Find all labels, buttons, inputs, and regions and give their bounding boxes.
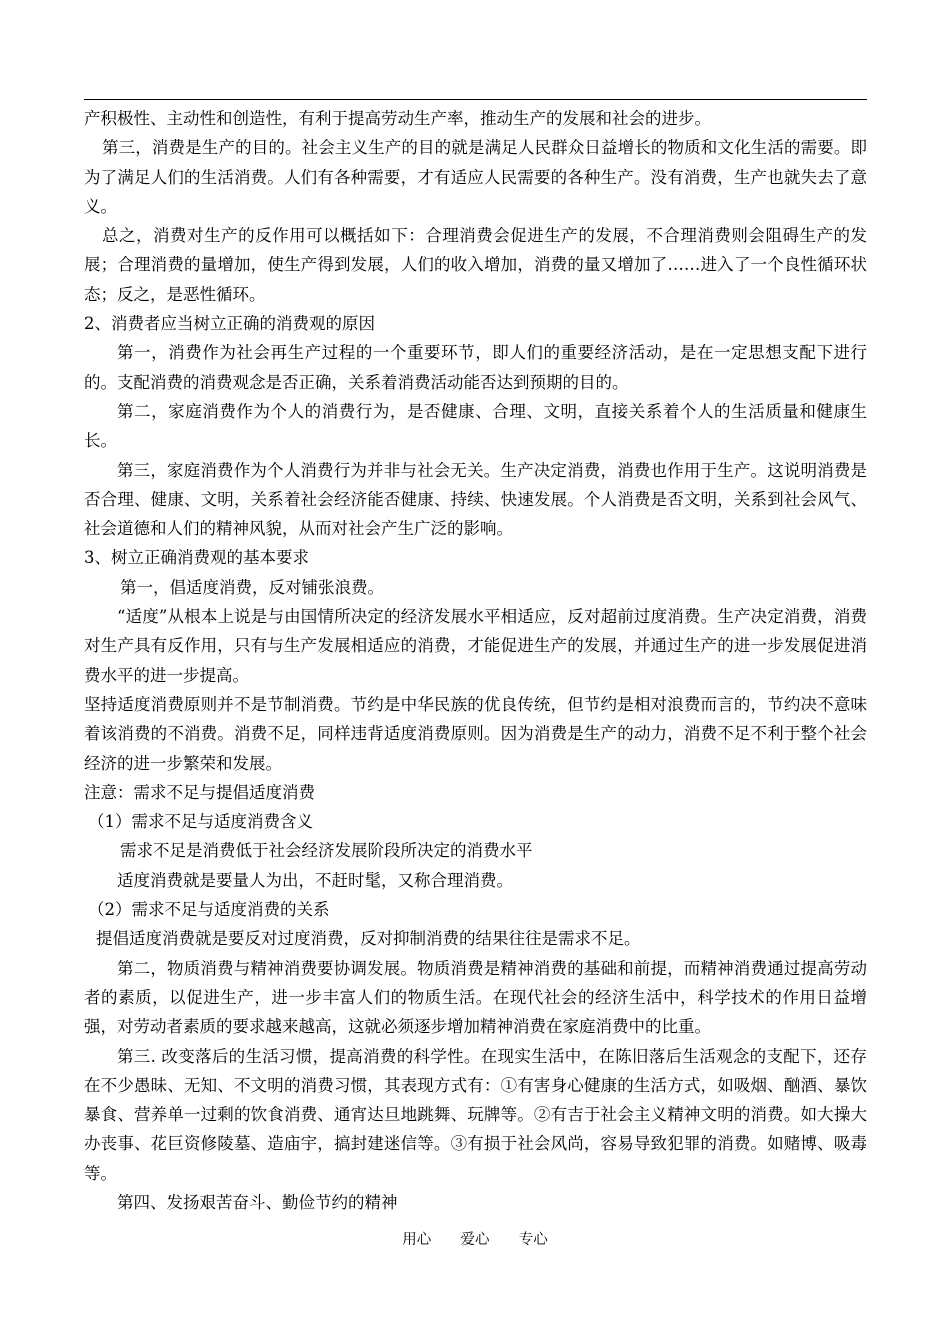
note-heading: 注意：需求不足与提倡适度消费 (84, 782, 315, 802)
document-body (84, 104, 867, 1217)
paragraph: 需求不足是消费低于社会经济发展阶段所决定的消费水平 (120, 841, 533, 861)
section-heading: 2、消费者应当树立正确的消费观的原因 (84, 314, 375, 334)
paragraph: 第一，消费作为社会再生产过程的一个重要环节，即人们的重要经济活动，是在一定思想支配下进行的。支配消费的消费观念是否正确，关系着消费活动能否达到预期的目的。 (84, 343, 867, 392)
paragraph: 第三. 改变落后的生活习惯，提高消费的科学性。在现实生活中，在陈旧落后生活观念的支配下，还存在不少愚昧、无知、不文明的消费习惯，其表现方式有：①有害身心健康的生活方式，如吸烟、酗酒、暴饮暴食、营养单一过剩的饮食消费、通宵达旦地跳舞、玩牌等。②有吉于社会主义精神文明的消费。如大操大办丧事、花巨资修陵墓、造庙宇，搞封建迷信等。③有损于社会风尚，容易导致犯罪的消费。如赌博、吸毒等。 (84, 1046, 867, 1183)
paragraph: 适度消费就是要量人为出，不赶时髦，又称合理消费。 (117, 870, 513, 890)
header-rule (84, 99, 867, 100)
paragraph: 第三，家庭消费作为个人消费行为并非与社会无关。生产决定消费，消费也作用于生产。这说明消费是否合理、健康、文明，关系着社会经济能否健康、持续、快速发展。个人消费是否文明，关系到社会风气、社会道德和人们的精神风貌，从而对社会产生广泛的影响。 (84, 460, 867, 539)
sub-heading: （1）需求不足与适度消费含义 (88, 812, 313, 832)
paragraph: 第四、发扬艰苦奋斗、勤俭节约的精神 (117, 1192, 398, 1212)
page-footer: 用心 爱心 专心 (402, 1232, 548, 1248)
paragraph: 第二，物质消费与精神消费要协调发展。物质消费是精神消费的基础和前提，而精神消费通过提高劳动者的素质，以促进生产，进一步丰富人们的物质生活。在现代社会的经济生活中，科学技术的作用日益增强，对劳动者素质的要求越来越高，这就必须逐步增加精神消费在家庭消费中的比重。 (84, 958, 867, 1037)
sub-heading: （2）需求不足与适度消费的关系 (88, 900, 330, 920)
paragraph: 坚持适度消费原则并不是节制消费。节约是中华民族的优良传统，但节约是相对浪费而言的，节约决不意味着该消费的不消费。消费不足，同样违背适度消费原则。因为消费是生产的动力，消费不足不利于整个社会经济的进一步繁荣和发展。 (84, 694, 867, 773)
section-heading: 3、树立正确消费观的基本要求 (84, 548, 309, 568)
paragraph: 提倡适度消费就是要反对过度消费，反对抑制消费的结果往往是需求不足。 (96, 929, 641, 949)
paragraph: 第一，倡适度消费，反对铺张浪费。 (120, 577, 384, 597)
paragraph: 产积极性、主动性和创造性，有利于提高劳动生产率，推动生产的发展和社会的进步。 (84, 109, 711, 128)
paragraph: “适度”从根本上说是与由国情所决定的经济发展水平相适应，反对超前过度消费。生产决定消费，消费对生产具有反作用，只有与生产发展相适应的消费，才能促进生产的发展，并通过生产的进一步发展促进消费水平的进一步提高。 (84, 607, 867, 685)
paragraph: 第二，家庭消费作为个人的消费行为，是否健康、合理、文明，直接关系着个人的生活质量和健康生长。 (84, 401, 867, 451)
paragraph: 总之，消费对生产的反作用可以概括如下：合理消费会促进生产的发展，不合理消费则会阻碍生产的发展；合理消费的量增加，使生产得到发展，人们的收入增加，消费的量又增加了……进入了一个良性循环状态；反之，是恶性循环。 (84, 226, 867, 304)
paragraph: 第三，消费是生产的目的。社会主义生产的目的就是满足人民群众日益增长的物质和文化生活的需要。即为了满足人们的生活消费。人们有各种需要，才有适应人民需要的各种生产。没有消费，生产也就失去了意义。 (84, 138, 867, 216)
